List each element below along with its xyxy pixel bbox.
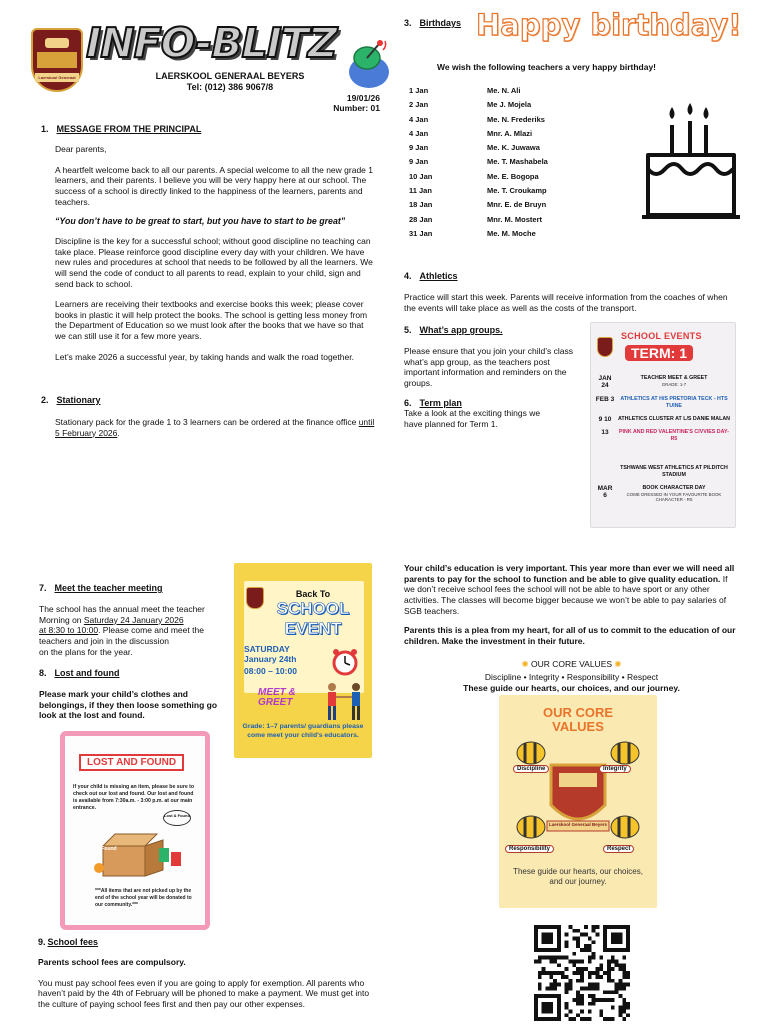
birthday-teacher-name: Me. T. Mashabela <box>487 157 548 167</box>
term-event-date: 9 10 <box>598 415 612 423</box>
birthday-row <box>409 84 609 98</box>
lost-found-poster <box>60 731 210 930</box>
birthday-teacher-name: Mnr. E. de Bruyn <box>487 200 547 210</box>
lf-sign: Lost & Found <box>163 810 191 826</box>
core-poster-title1: OUR CORE <box>542 705 614 720</box>
crest-motto: Laerskool Generaal Beyers <box>35 73 79 82</box>
back-poster-meet: MEET & <box>258 687 296 698</box>
whatsapp-text: Please ensure that you join your child’s class what’s app group, as the teachers post important information and reminders on the groups. <box>404 346 573 388</box>
core-values-summary <box>404 659 739 693</box>
birthday-row <box>409 213 609 227</box>
back-to-school-poster <box>234 563 372 758</box>
birthdays-intro: We wish the following teachers a very happy birthday! <box>437 62 657 72</box>
newsletter-logo-title: INFO-BLITZ <box>86 19 337 67</box>
term-event-text: TEACHER MEET & GREET <box>640 375 708 381</box>
people-greeting-icon <box>322 681 368 721</box>
stationary-heading: 2. Stationary <box>41 395 101 405</box>
whatsapp-heading: 5. What’s app groups. <box>404 325 503 335</box>
school-fees-compulsory: Parents school fees are compulsory. <box>38 957 186 967</box>
principal-paragraph-4: Let’s make 2026 a successful year, by taking hands and walk the road together. <box>55 351 354 362</box>
birthday-date: 4 Jan <box>409 128 429 138</box>
education-paragraph-2: Parents this is a plea from my heart, for all of us to commit to the education of our children. Make the investment in their future. <box>404 625 736 646</box>
lost-found-text: Please mark your child’s clothes and belongings, if they then loose something go look at the lost and found. <box>39 689 218 721</box>
termplan-heading: 6. Term plan <box>404 398 462 408</box>
poster-crest <box>597 337 613 357</box>
term-events-poster <box>590 322 736 528</box>
school-fees-heading: 9. School fees <box>38 937 99 947</box>
birthday-date: 11 Jan <box>409 186 432 196</box>
core-values-title: ✺ OUR CORE VALUES ✺ <box>521 659 622 669</box>
birthday-teacher-name: Me. N. Frederiks <box>487 114 545 124</box>
lost-found-section <box>39 668 229 721</box>
principal-paragraph-3: Learners are receiving their textbooks and exercise books this week; please cover books in plastic it will help protect the books. The school is getting less money from the Department of Education so we must look after the books that we have so that we can still use it for a few more years. <box>55 299 368 342</box>
back-poster-time: 08:00 – 10:00 <box>244 666 297 676</box>
term-event-date: FEB 3 <box>595 395 615 403</box>
term-event <box>595 396 733 410</box>
principal-paragraph-1: A heartfelt welcome back to all our parents. A special welcome to all the new grade 1 learners, and their parents. I believe you will be very happy here at our school. The success of a school is directly linked to the happiness of the learners, parents and teachers. <box>55 164 373 207</box>
alarm-clock-icon <box>330 647 360 677</box>
birthday-teacher-name: Mnr. M. Mostert <box>487 214 543 224</box>
school-fees-section <box>38 937 378 1010</box>
lf-poster-footer: ***All items that are not picked up by the end of the school year will be donated to our community.*** <box>95 888 192 908</box>
birthday-teacher-name: Me. E. Bogopa <box>487 171 539 181</box>
happy-birthday-banner: Happy birthday! <box>476 8 742 42</box>
issue-date: 19/01/26 <box>346 93 380 103</box>
lost-found-box-icon <box>93 828 185 878</box>
termplan-text: Take a look at the exciting things we have planned for Term 1. <box>404 408 541 429</box>
birthday-row <box>409 127 609 141</box>
school-crest <box>31 28 83 92</box>
term-event-text: ATHLETICS CLUSTER AT L/S DANIE MALAN <box>617 415 730 422</box>
birthday-row <box>409 198 609 212</box>
education-section <box>404 563 739 646</box>
meet-teacher-heading: 7. Meet the teacher meeting <box>39 583 163 593</box>
birthday-date: 9 Jan <box>409 157 429 167</box>
birthday-row <box>409 170 609 184</box>
core-value-integrity: Integrity <box>599 765 631 773</box>
stationary-text: Stationary pack for the grade 1 to 3 learners can be ordered at the finance office until 5 February 2026. <box>55 417 375 438</box>
term-event <box>595 416 733 423</box>
birthday-teacher-name: Me. K. Juwawa <box>487 143 540 153</box>
term-event <box>595 429 733 443</box>
birthday-row <box>409 155 609 169</box>
back-poster-line1: Back To <box>295 589 331 599</box>
birthdays-heading: 3. Birthdays <box>404 18 462 28</box>
term-event-date: 13 <box>601 429 609 437</box>
core-value-respect: Respect <box>603 845 634 853</box>
birthday-date: 4 Jan <box>409 114 429 124</box>
birthday-cake-icon <box>640 103 742 223</box>
term-event-sub: GRADE: 1-7 <box>661 381 687 387</box>
term-event-date: JAN 24 <box>598 375 612 390</box>
core-value-discipline: Discipline <box>513 765 549 773</box>
school-telephone: Tel: (012) 386 9067/8 <box>186 81 274 92</box>
school-details <box>130 71 330 93</box>
core-values-list: Discipline • Integrity • Responsibility • Respect <box>484 672 659 682</box>
birthday-teacher-name: Me. M. Moche <box>487 228 536 238</box>
termplan-section <box>404 398 554 429</box>
core-poster-tagline: These guide our hearts, our choices, and our journey. <box>513 867 643 886</box>
back-poster-line2: SCHOOL <box>276 599 350 618</box>
birthday-row <box>409 141 609 155</box>
birthday-teacher-name: Me J. Mojela <box>487 100 532 110</box>
principal-quote: “You don’t have to be great to start, but you have to start to be great” <box>55 216 346 227</box>
school-fees-text: You must pay school fees even if you are going to apply for exemption. All parents who haven’t paid by the 4th of February will be phoned to make a payment. We must get into the culture of paying school fees first and then pay our other expenses. <box>38 977 370 1009</box>
satellite-dish-icon <box>345 38 390 90</box>
back-poster-greet: GREET <box>258 697 293 708</box>
birthday-teacher-name: Me. N. Ali <box>487 86 521 95</box>
term-event-date: MAR 6 <box>597 484 613 500</box>
athletics-heading: 4. Athletics <box>404 271 458 281</box>
whatsapp-section <box>404 325 586 389</box>
principal-heading: 1. MESSAGE FROM THE PRINCIPAL <box>41 124 202 134</box>
birthday-row <box>409 98 609 112</box>
term-event-text: ATHLETICS AT H/S PRETORIA TECK - HTS TUINE <box>620 395 728 409</box>
issue-number: Number: 01 <box>333 103 380 114</box>
principal-section <box>41 124 376 362</box>
lf-poster-title: LOST AND FOUND <box>79 754 184 771</box>
principal-paragraph-2: Discipline is the key for a successful school; without good discipline no teaching can take place. Please reinforce good discipline every day with your children. We have new rules and procedures at school that needs to be followed by all the learners. We will send the code of conduct to all parents to read, explain to your child, sign and send back to school. <box>55 236 373 289</box>
athletics-text: Practice will start this week. Parents will receive information from the coaches of when the events will take place as well as the costs of the transport. <box>404 292 728 313</box>
back-poster-footer: Grade: 1–7 parents/ guardians please come meet your child's educators. <box>242 723 364 739</box>
term-event-sub: COME DRESSED IN YOUR FAVOURITE BOOK CHARACTER - R5 <box>626 491 722 502</box>
bees-icon <box>507 735 649 855</box>
lf-poster-text: If your child is missing an item, please be sure to check out our lost and found. Our lost and found is available from 7:30a.m. - 3:00 p.m. at our main entrance. <box>73 784 195 812</box>
term-event-text: PINK AND RED VALENTINE'S CIVVIES DAY- R5 <box>619 429 729 443</box>
term-event-text: TSHWANE WEST ATHLETICS AT PILDITCH STADIUM <box>620 464 728 478</box>
birthday-date: 9 Jan <box>409 143 429 153</box>
meet-teacher-text: The school has the annual meet the teacher Morning on Saturday 24 January 2026 at 8:30 to 10:00. Please come and meet the teachers and join in the discussion on the plans for the year. <box>39 604 205 657</box>
issue-info <box>300 93 380 113</box>
birthday-teacher-name: Mnr. A. Mlazi <box>487 128 533 138</box>
school-name: LAERSKOOL GENERAAL BEYERS <box>155 71 305 81</box>
birthday-date: 28 Jan <box>409 214 433 224</box>
core-poster-title2: VALUES <box>552 719 604 734</box>
qr-code[interactable] <box>533 925 631 1021</box>
term-event <box>595 375 733 390</box>
birthday-date: 18 Jan <box>409 200 433 210</box>
principal-greeting: Dear parents, <box>55 144 107 154</box>
term-event <box>595 465 733 479</box>
birthday-date: 2 Jan <box>409 100 429 110</box>
core-value-responsibility: Responsibility <box>505 845 554 853</box>
birthday-date: 10 Jan <box>409 171 433 181</box>
stationary-section <box>41 395 376 438</box>
term-poster-term: TERM: 1 <box>625 345 693 361</box>
term-poster-title: SCHOOL EVENTS <box>621 331 702 341</box>
back-poster-date: January 24th <box>244 654 297 664</box>
term-event-list <box>595 375 733 508</box>
meet-teacher-section <box>39 583 229 657</box>
core-values-tagline: These guide our hearts, our choices, and our journey. <box>463 683 680 693</box>
term-event <box>595 485 733 502</box>
education-paragraph-1: Your child’s education is very important. This year more than ever we will need all parents to pay for the school to function and be able to give quality education. If we don’t receive school fees the school will not be able to have sport or any other activities. The classes will become bigger because we won’t be able to pay salaries of SGB teachers. <box>404 563 735 616</box>
lf-box-label: Lost Found <box>89 846 117 852</box>
birthday-row <box>409 184 609 198</box>
birthday-list <box>409 84 609 241</box>
core-values-poster <box>499 695 657 908</box>
birthday-teacher-name: Me. T. Croukamp <box>487 186 547 196</box>
birthday-row <box>409 113 609 127</box>
birthday-date: 31 Jan <box>409 228 433 238</box>
term-event-text: BOOK CHARACTER DAY <box>642 484 706 491</box>
back-poster-day: SATURDAY <box>244 644 290 654</box>
birthday-row <box>409 227 609 241</box>
athletics-section <box>404 271 739 313</box>
birthday-date: 1 Jan <box>409 86 429 95</box>
lost-found-heading: 8. Lost and found <box>39 668 120 678</box>
back-poster-line3: EVENT <box>284 619 342 638</box>
core-poster-crest-motto: Laerskool Generaal Beyers <box>548 822 608 827</box>
